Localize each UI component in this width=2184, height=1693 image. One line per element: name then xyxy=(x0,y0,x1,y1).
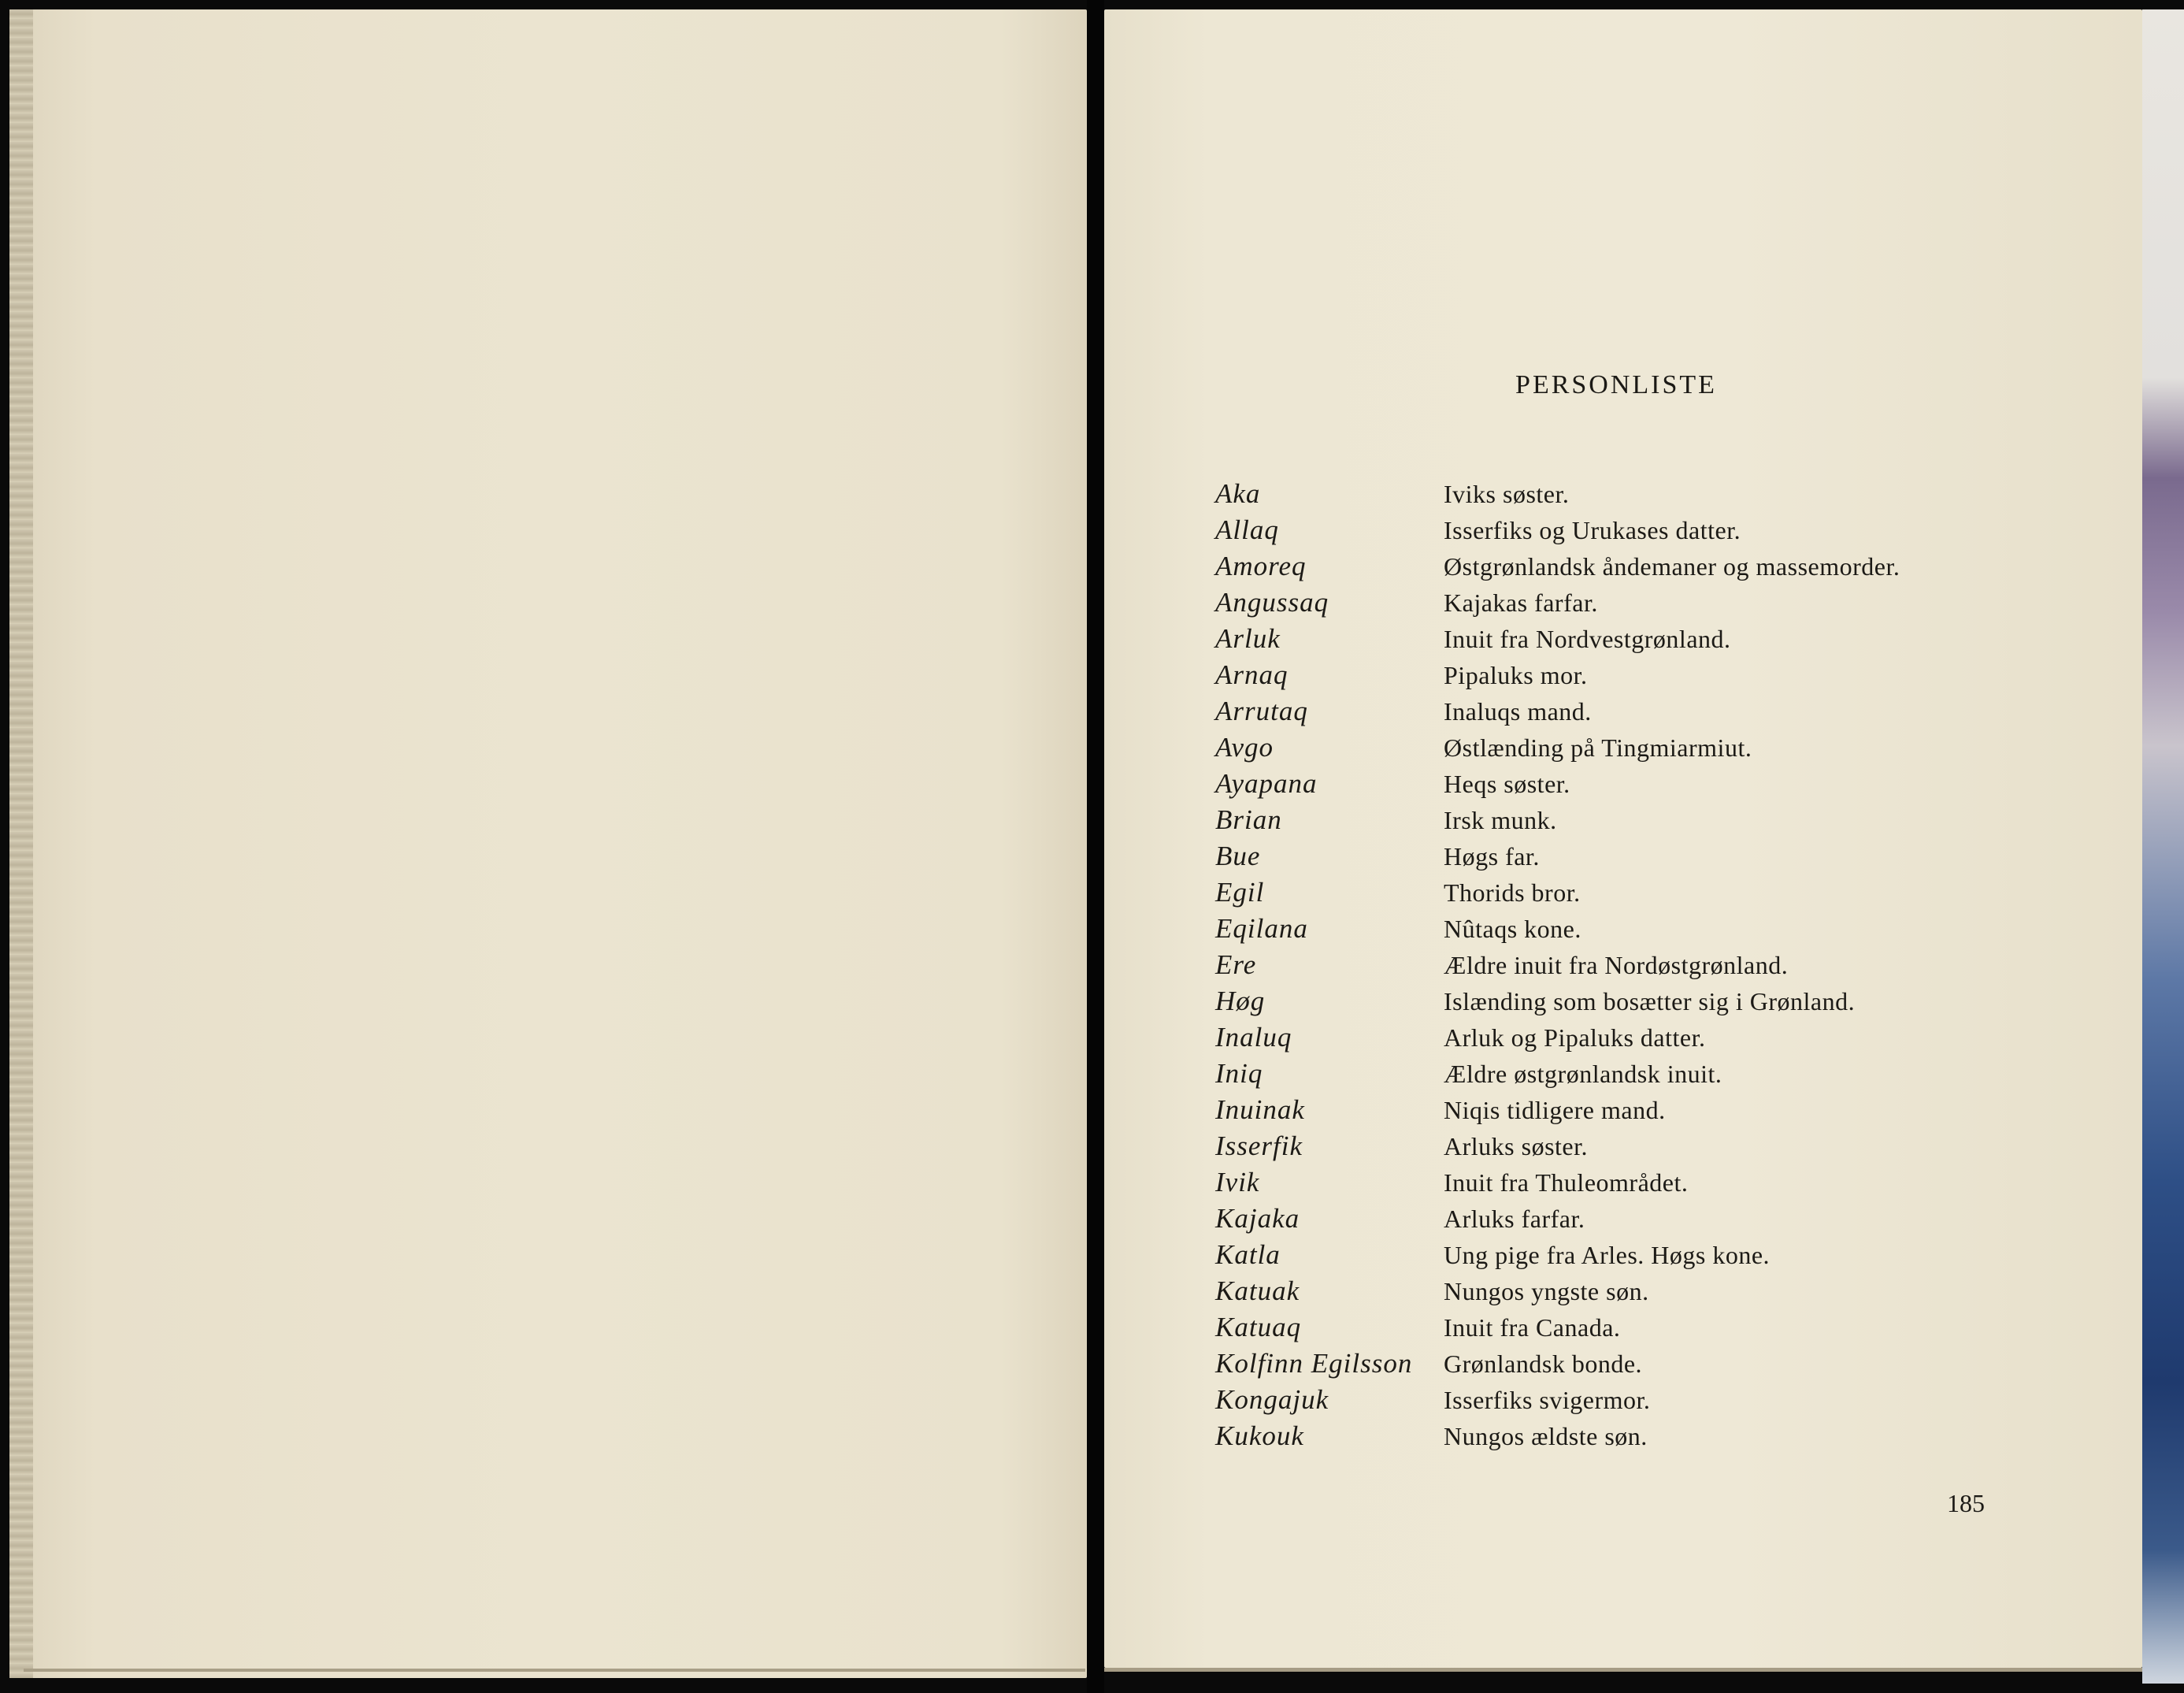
person-description: Kajakas farfar. xyxy=(1444,588,1598,617)
list-item xyxy=(1215,1418,1900,1454)
person-description: Inuit fra Thuleområdet. xyxy=(1444,1168,1689,1197)
person-name: Katuak xyxy=(1215,1275,1300,1306)
right-page-bottom-edge xyxy=(1104,1668,2142,1672)
person-name: Høg xyxy=(1215,986,1266,1016)
list-item xyxy=(1215,657,1900,693)
person-name: Ayapana xyxy=(1215,768,1318,799)
person-name: Amoreq xyxy=(1215,551,1307,581)
list-item xyxy=(1215,621,1900,657)
person-name: Arnaq xyxy=(1215,659,1289,690)
page-number: 185 xyxy=(1947,1489,1985,1517)
list-item xyxy=(1215,693,1900,730)
list-item xyxy=(1215,1019,1900,1056)
list-item xyxy=(1215,1346,1900,1382)
list-item xyxy=(1215,1309,1900,1346)
list-item xyxy=(1215,838,1900,874)
list-item xyxy=(1215,585,1900,621)
person-description: Ældre østgrønlandsk inuit. xyxy=(1444,1060,1722,1088)
list-item xyxy=(1215,1164,1900,1201)
person-description: Grønlandsk bonde. xyxy=(1444,1350,1643,1378)
person-name: Kolfinn Egilsson xyxy=(1215,1348,1413,1379)
list-item xyxy=(1215,1056,1900,1092)
list-item xyxy=(1215,512,1900,548)
person-name: Allaq xyxy=(1215,514,1279,545)
person-description: Ung pige fra Arles. Høgs kone. xyxy=(1444,1241,1771,1269)
person-name: Avgo xyxy=(1215,732,1274,763)
list-item xyxy=(1215,1201,1900,1237)
person-description: Ældre inuit fra Nordøstgrønland. xyxy=(1444,951,1789,979)
person-description: Arluks farfar. xyxy=(1444,1205,1585,1233)
person-description: Niqis tidligere mand. xyxy=(1444,1096,1666,1124)
person-name: Arluk xyxy=(1215,623,1281,654)
person-name: Inuinak xyxy=(1215,1094,1305,1125)
list-item xyxy=(1215,1273,1900,1309)
person-description: Irsk munk. xyxy=(1444,806,1557,834)
person-name: Aka xyxy=(1215,478,1261,509)
person-description: Nungos yngste søn. xyxy=(1444,1277,1649,1305)
person-description: Østlænding på Tingmiarmiut. xyxy=(1444,733,1752,762)
page-title: PERSONLISTE xyxy=(1515,370,1717,399)
list-item xyxy=(1215,548,1900,585)
person-description: Thorids bror. xyxy=(1444,878,1581,907)
person-description: Islænding som bosætter sig i Grønland. xyxy=(1444,987,1856,1015)
person-description: Nungos ældste søn. xyxy=(1444,1422,1648,1450)
person-name: Eqilana xyxy=(1215,913,1308,944)
person-name: Iniq xyxy=(1215,1058,1263,1089)
list-item xyxy=(1215,476,1900,512)
person-description: Østgrønlandsk åndemaner og massemorder. xyxy=(1444,552,1900,581)
person-name: Kajaka xyxy=(1215,1203,1300,1234)
person-name: Angussaq xyxy=(1215,587,1329,618)
person-name: Kongajuk xyxy=(1215,1384,1329,1415)
person-description: Inuit fra Canada. xyxy=(1444,1313,1621,1342)
left-page-blank xyxy=(9,9,1087,1678)
list-item xyxy=(1215,730,1900,766)
list-item xyxy=(1215,1382,1900,1418)
person-name: Katuaq xyxy=(1215,1312,1302,1342)
book-cover-edge xyxy=(2142,9,2184,1684)
person-name: Kukouk xyxy=(1215,1420,1304,1451)
person-description: Isserfiks og Urukases datter. xyxy=(1444,516,1741,544)
person-name: Brian xyxy=(1215,804,1282,835)
list-item xyxy=(1215,1237,1900,1273)
person-name: Katla xyxy=(1215,1239,1281,1270)
person-name: Ere xyxy=(1215,949,1257,980)
person-description: Høgs far. xyxy=(1444,842,1540,871)
list-item xyxy=(1215,766,1900,802)
person-name: Arrutaq xyxy=(1215,696,1308,726)
person-name: Egil xyxy=(1215,877,1265,908)
list-item xyxy=(1215,1092,1900,1128)
book-gutter xyxy=(1087,0,1104,1693)
person-name: Ivik xyxy=(1215,1167,1260,1197)
person-description: Heqs søster. xyxy=(1444,770,1570,798)
list-item xyxy=(1215,1128,1900,1164)
list-item xyxy=(1215,911,1900,947)
person-description: Inuit fra Nordvestgrønland. xyxy=(1444,625,1731,653)
person-description: Isserfiks svigermor. xyxy=(1444,1386,1651,1414)
list-item xyxy=(1215,802,1900,838)
person-description: Arluks søster. xyxy=(1444,1132,1588,1160)
list-item xyxy=(1215,874,1900,911)
person-name: Inaluq xyxy=(1215,1022,1292,1053)
person-list xyxy=(1215,476,1900,1454)
person-description: Arluk og Pipaluks datter. xyxy=(1444,1023,1706,1052)
person-name: Isserfik xyxy=(1215,1131,1303,1161)
list-item xyxy=(1215,947,1900,983)
left-page-bottom-edge xyxy=(24,1669,1085,1672)
person-description: Iviks søster. xyxy=(1444,480,1570,508)
left-page-edge xyxy=(9,9,33,1678)
person-name: Bue xyxy=(1215,841,1261,871)
person-description: Inaluqs mand. xyxy=(1444,697,1592,726)
person-description: Pipaluks mor. xyxy=(1444,661,1588,689)
list-item xyxy=(1215,983,1900,1019)
person-description: Nûtaqs kone. xyxy=(1444,915,1581,943)
